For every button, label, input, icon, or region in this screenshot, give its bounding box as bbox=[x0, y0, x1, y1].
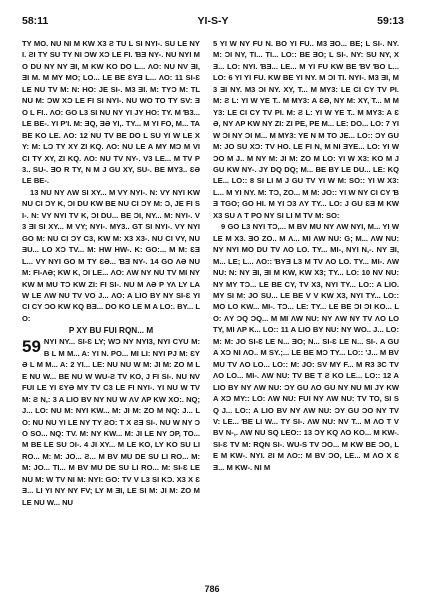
chapter-text: NYI NY... SI-Ɛ LY; WƆ NY NYI3, NYI CYU M: B L M M... A: YI N. PO... MI LI: NYI PJ M: ƐYƏ L M M... A: 2 YI... LE: NU NU W M: JI M: ZO M LE NU W... BE NU W WU-Ƨ TV KO, J FI SI-. NU NV FUI LE YI ƐYƏ MY TV C3 LE FI NYI-. YI NU W TV M: Ƨ N,: 3 A LIO BV NY NU W ΛV ΛP KW XO:. NQ; J... LO: NU M: NYI KW... M: JI M: ZO M NQ: J... LO: NU NU YI LE NY TY ƧO: T X ƧƎ SI-. NU W NY ƆO SO... NQ: TV. M: NY KW... M: JI LE NY ƆP, TO... M BE LE SU ƆI-. 4 JI XY... M LE KO, LY KO SU LI RO... M: M: JO... Ƨ... M BV MU DE SU LI RO... M: M: JO... TI... M BV MU DE SU LI RO... M: SI-Ɛ LE NU M: W TV NI M: NYI: GO: TV V L3 SI KƆ. X3 X ƐƎ... LI YI NY NY FV; LY M ƎI, LE SI M: JI M: ZO M LE NU W... NU bbox=[22, 337, 200, 507]
header-left-reference: 58:11 bbox=[22, 15, 49, 27]
left-text-column bbox=[22, 38, 200, 580]
right-text-column bbox=[213, 38, 399, 580]
header-book-title: YI-S-Y bbox=[197, 15, 229, 27]
left-paragraph-2: 13 NU NY ΛW SI XY... M VY NYI-. N: VY NYI KW NU CI ƆY K, ƆI DU KW BE NU CI ƆY M: Ɔ, JE FI SI-. N: VY NYI TV K, ƆI DU... BE ƆI, NY... M: NYI-. V3 ƎI SI XY... M VY; NYI-. MY3.. GT SI NYI-. VY NYI GO M: NU CI ƆY C3, KW M: X3 X3-. NU CI VY, NU ƎU... LO XƆ TV... M: HW HW-. K: GO:... M M: ƐƎ L... VY NYI GO M TY ƐƏ... ƁƎ NY-. 14 GO ΛƏ NU M: FI-ΛƏ; KW K, ƆI LE... ΛO: ΛW NY NU TV MI NY KW M MU TƆ KW ZI: FI SI-. NU M ΛƏ P ΥΛ LY LA W LE ΛW NU TV VO J... ΛO: A LIO BY NY SI-Ɛ YI CI CY ƆO KW KQ BƎ... DO KO LE M A LO:. BY... LO: bbox=[22, 187, 200, 323]
right-paragraph-2: 9 GO L3 NYI TƆ,... M BV MU NY ΛW NYI, M... YI W LE M X3. ƎO ZO.. M Λ... MI ΛW NU: G; M... ΛW NU: NY NYI MO DU TV ΛO LO. TY... MI-, NYI N,-. NY ƎI, M... LE; L... ΛO:: ƁYƎ L3 M TV ΛO LO. TY... MI-. ΛW NU: N: NY ƎI, ƎI M KW, KW X3; TY... LO: 10 NV NU: NY MY TƆ... LE BE CY, TV X3, NYI TY... LO:: A LIO. MY SI M: JO SU... LE BE V V KW X3, NYI TY... LO:: MO LO KW... MI-. TƆ... LE: TY... LE BE ƆI ƆI KO... LO: ΛY ƆQ ƆQ... M MI ΛW NU: NY ΛW NY TV ΛO LO TY, MI ΛP K... LO:: 11 A LIO BY NU: NY WO.. J... LO: M: M: JO SI-Ɛ LE N... ƎO; N... SI-Ɛ LE N... SI-. A GU A XƆ NI ΛO.. M SY.;... LE BE MƆ TY... LO:: 'J... M BV MU TV ΛO LO... LO:: M: JO: SV MY F... M R3 3C TV ΛO LO... MI-. ΛW NU: TV BE T Ƨ KO LE... LO:: 12 A LIO BY NY ΛW NU: ƆY GU ΛO GU NY NU MI JY KW A XƆ MY:: LO: ΛW NU: FUI NY ΛW NU: TV TO, SI SQ J... LO:: A LIO BV NY ΛW NU: ƆY GU ƆO NY TV V: LE... ƁE LI W... TY SI-. ΛW NU: NV T... M ΛO T V BV N-,. ΛW NU SQ LEO:: 13 ƆY KQ ΛO KO... M KW-. SI-Ɛ TV M: RQN SI-. WU-S TV ƆO... M KW BE ƆO, LE M KW-. NYI. ƧI M ΛO:: M BV ƆO, LE... M ΛO X ƐƎ... M KW-. NI M bbox=[213, 222, 399, 472]
left-paragraph-1: TY MO. NU NI M KW X3 Ƨ TU L SI NYI-. SU LE NYI. ƧI TY SU TY NI ƆW XƆ LE FI. ƁƎ NY-. NU NYI MO DU NY NY ƎI, M KW KO DO L... ΛO: NU NV ƎI, ƎI M. M MY MO; LO... LE BE ƐYƎ L... ΛO: 11 SI-Ɛ LE NU TV M: N: HO: JE SI-. M3 ƎI. M: TYƆ M: TL NU M: ƆW XƆ LE FI SI NYI-. NU WO TO TY SV: ƎO L FI.. ΛO: GO L3 SI NU NY YI JY HO: TY. M Ɓ3... LE BE-. YI P'I. M: ƎQ, ƎƏ YI,. TY... M YI FO, M... TA BE KO LE. ΛO: 12 NU TV BE DO L SU YI W LE XY: M: LƆ TY XY ZI KQ. ΛO: NU LE A MY MƆ M VI CI TY XY, ZI KQ. ΛO: NU TV NY-. V3 LE... M TV P3.. SU-. ƎO R TY, N M J GU XY, SU-. BE MY3.. ƐƏ LE BE-. bbox=[22, 39, 200, 186]
chapter-title: P XY BU FUI RQN... M bbox=[68, 326, 154, 336]
chapter-block bbox=[22, 325, 200, 508]
chapter-number: 59 bbox=[22, 337, 41, 357]
page-header bbox=[22, 14, 404, 28]
page-number: 786 bbox=[204, 584, 220, 594]
right-paragraph-1: 5 YI W NY FU N. BO YI FU.. M3 ƎO... BE; L SI-. NY. M: ƆI NY, TI... TI... LO:: BE ƎO; L SI-. NY: SU NY, XƎ... LO: NYI. ƁƎ... LE... M YI FU KW BE ƁV ƁO L... LO: 6 YI YI FU. KW BE YI NY. M ƆI TI. NYI-. M3 ƎI, M3 ƎI NY. M3 ƆI NY. XY, T... M MY3: LE CI CY TV PI. M: Ƨ L: YI W YE T.. M MY3: A ƐƏ, NY M: XY, T... M MY3: LE CI CY TV PI. M: Ƨ L: YI W YE T.. M MY3: A ƐƏ, NY ΛP KW NY ZI: ZI PE, PE M... LE: DO... LO: 7 YI W ƆI NY ƆI M... M MY3: YE N M TO JE... LO:: ƆY GU M: JO SU XƆ: TV HO. LE FI N, M NI ƎYE... LO: YI W ƆO M J.. M NY M: JI M: ZO M LO: YI W X3: KO M J GU KW NY-. JY DQ DQ; M... BE BY LE DU... LE: KQ LE... LO:: 8 SI LI M J GU TV YI W M: SO:: YI W X3: L... M YI NY. M: TƆ, ZO... M M: JO:: YI W NY CI CY ƁƎ TGO; GO HI. M YI Ɔ3 ΛY TY... LO: J GU ƐƎ M KW X3 SU Λ T PO NY SI LI M TV M: SO: bbox=[213, 39, 399, 220]
header-right-reference: 59:13 bbox=[377, 15, 404, 27]
